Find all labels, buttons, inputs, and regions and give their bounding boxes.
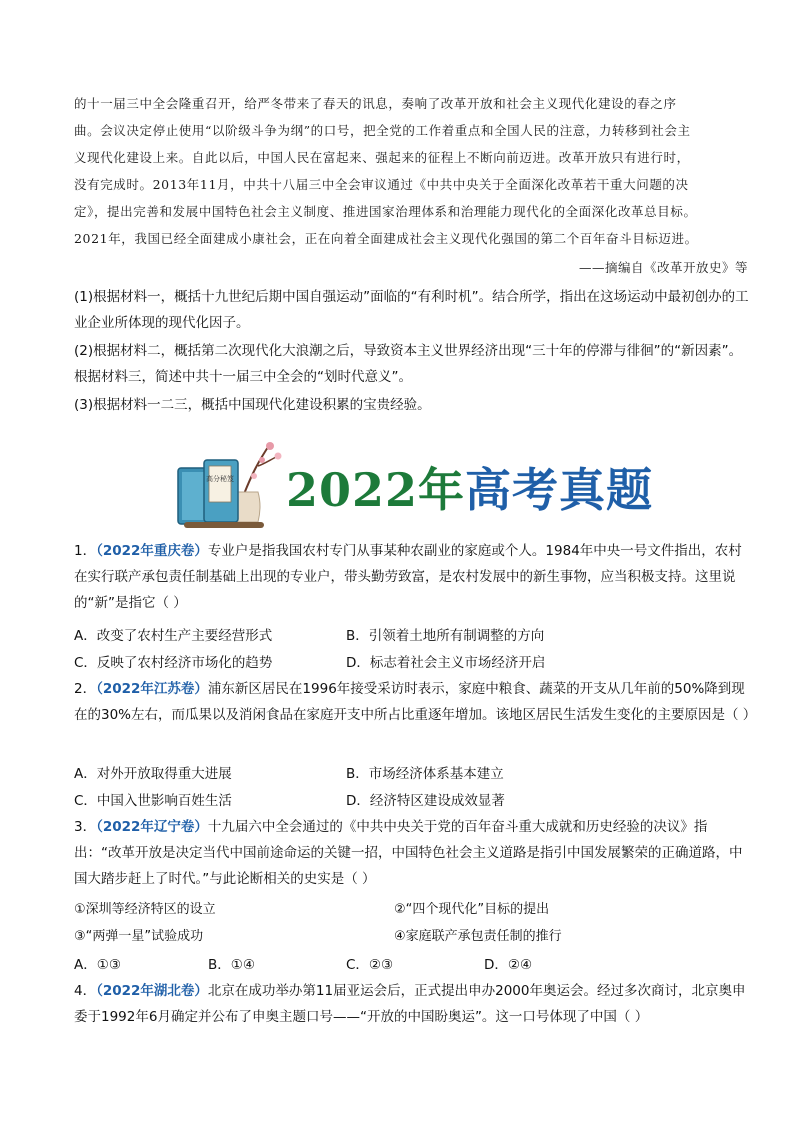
item-source-tag: （2022年辽宁卷） (96, 819, 208, 835)
option-a: A．对外开放取得重大进展 (74, 766, 232, 782)
item-source-tag: （2022年重庆卷） (96, 543, 208, 559)
item-source-tag: （2022年湖北卷） (96, 983, 208, 999)
item-number: 1． (74, 543, 97, 559)
option-d: D．标志着社会主义市场经济开启 (346, 655, 546, 671)
item-4 (74, 978, 754, 1030)
question-1: (1)根据材料一，概括十九世纪后期中国自强运动”面临的“有利时机”。结合所学，指出在这场运动中最初创办的工业企业所体现的现代化因子。 (74, 289, 749, 331)
banner-name: 高考真题 (465, 463, 654, 517)
material-line: 没有完成时。2013年11月，中共十八届三中全会审议通过《中共中央关于全面深化改革若干重大问题的决 (74, 177, 689, 192)
section-banner (174, 434, 654, 534)
option-b: B．市场经济体系基本建立 (346, 766, 504, 782)
banner-year: 2022年 (286, 463, 466, 517)
book-stack-icon (174, 434, 286, 534)
material-line: 2021年，我国已经全面建成小康社会，正在向着全面建成社会主义现代化强国的第二个百年奋斗目标迈进。 (74, 231, 698, 246)
material-line: 义现代化建设上来。自此以后，中国人民在富起来、强起来的征程上不断向前迈进。改革开放只有进行时， (74, 150, 690, 165)
option-c: C．②③ (346, 957, 394, 973)
option-b: B．①④ (208, 957, 255, 973)
option-d: D．②④ (484, 957, 533, 973)
statement-4: ④家庭联产承包责任制的推行 (394, 929, 562, 944)
material-three-text (74, 90, 752, 252)
material-source: ——摘编自《改革开放史》等 (578, 260, 748, 275)
item-number: 4． (74, 983, 97, 999)
question-3: (3)根据材料一二三，概括中国现代化建设积累的宝贵经验。 (74, 397, 431, 413)
item-number: 2． (74, 681, 97, 697)
item-2 (74, 676, 757, 728)
item-stem: 十九届六中全会通过的《中共中央关于党的百年奋斗重大成就和历史经验的决议》指出：“改革开放是决定当代中国前途命运的关键一招，中国特色社会主义道路是指引中国发展繁荣的正确道路，中国大踏步赶上了时代。”与此论断相关的史实是（ ） (74, 819, 743, 887)
item-stem: 专业户是指我国农村专门从事某种农副业的家庭或个人。1984年中央一号文件指出，农村在实行联产承包责任制基础上出现的专业户，带头勤劳致富，是农村发展中的新生事物，应当积极支持。这里说的“新”是指它（ ） (74, 543, 742, 611)
item-3 (74, 814, 754, 892)
item-1 (74, 538, 754, 616)
item-number: 3． (74, 819, 97, 835)
option-d: D．经济特区建设成效显著 (346, 793, 505, 809)
option-c: C．中国入世影响百姓生活 (74, 793, 232, 809)
statement-2: ②“四个现代化”目标的提出 (394, 902, 550, 917)
statement-3: ③“两弹一星”试验成功 (74, 929, 204, 944)
option-c: C．反映了农村经济市场化的趋势 (74, 655, 273, 671)
option-a: A．①③ (74, 957, 121, 973)
statement-1: ①深圳等经济特区的设立 (74, 902, 216, 917)
material-line: 定》，提出完善和发展中国特色社会主义制度、推进国家治理体系和治理能力现代化的全面深化改革总目标。 (74, 204, 697, 219)
option-a: A．改变了农村生产主要经营形式 (74, 628, 273, 644)
banner-title (286, 454, 653, 520)
item-stem: 北京在成功举办第11届亚运会后，正式提出申办2000年奥运会。经过多次商讨，北京奥申委于1992年6月确定并公布了申奥主题口号——“开放的中国盼奥运”。这一口号体现了中国（ ） (74, 983, 746, 1025)
material-line: 曲。会议决定停止使用“以阶级斗争为纲”的口号，把全党的工作着重点和全国人民的注意，力转移到社会主 (74, 123, 691, 138)
book-label: 高分秘笈 (206, 475, 234, 483)
item-source-tag: （2022年江苏卷） (96, 681, 208, 697)
question-2: (2)根据材料二，概括第二次现代化大浪潮之后，导致资本主义世界经济出现“三十年的停滞与徘徊”的“新因素”。根据材料三，简述中共十一届三中全会的“划时代意义”。 (74, 343, 743, 385)
option-b: B．引领着土地所有制调整的方向 (346, 628, 545, 644)
item-stem: 浦东新区居民在1996年接受采访时表示，家庭中粮食、蔬菜的开支从几年前的50%降到现在的30%左右，而瓜果以及消闲食品在家庭开支中所占比重逐年增加。该地区居民生活发生变化的主要原因是（ ） (74, 681, 757, 723)
material-line: 的十一届三中全会隆重召开，给严冬带来了春天的讯息，奏响了改革开放和社会主义现代化建设的春之序 (74, 96, 677, 111)
